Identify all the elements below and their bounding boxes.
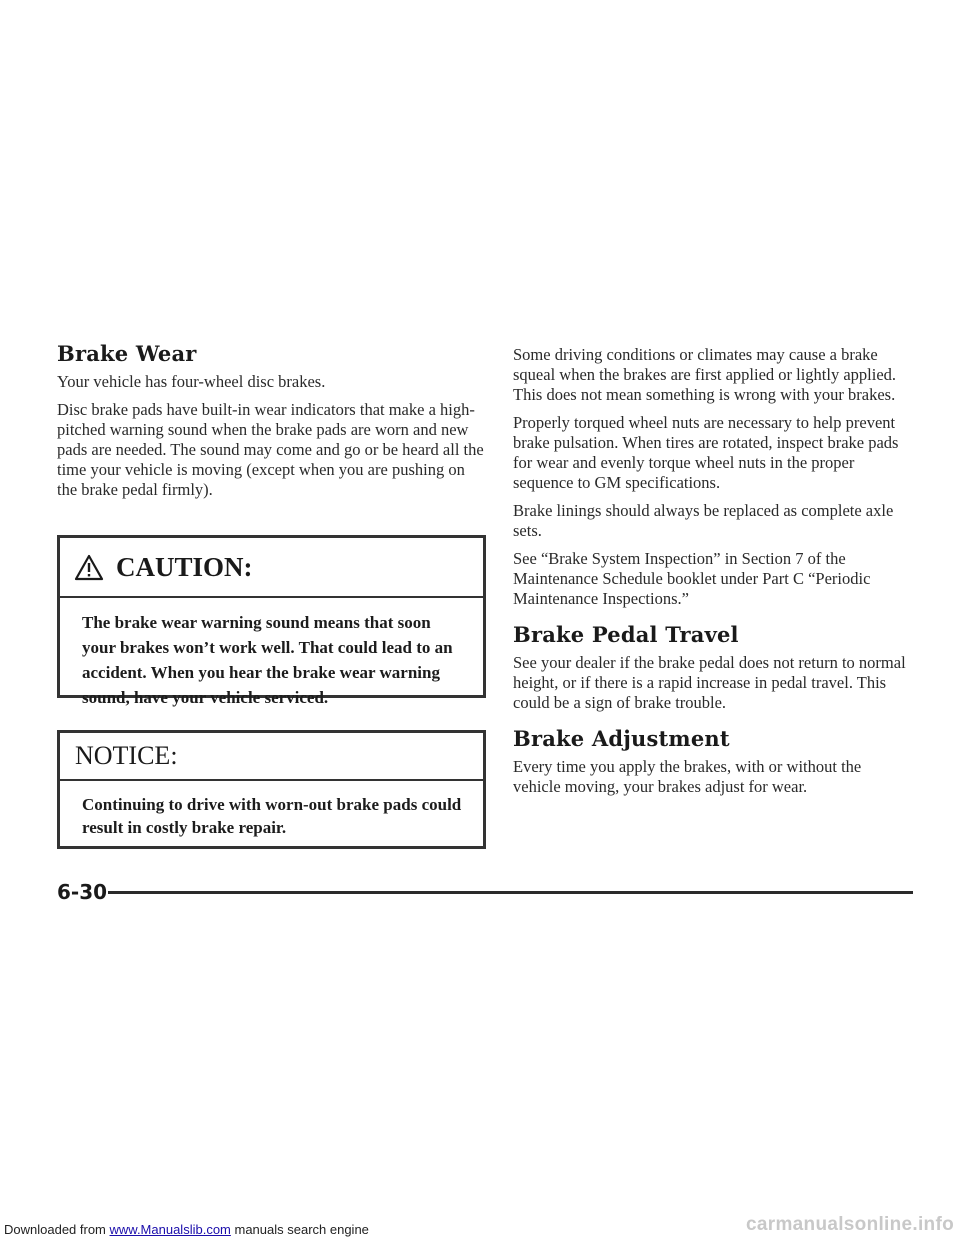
page-number: 6-30 bbox=[57, 880, 108, 904]
paragraph: Some driving conditions or climates may cause a brake squeal when the brakes are first applied or lightly applied. This does not mean something is wrong with your brakes. bbox=[513, 345, 897, 404]
paragraph: Your vehicle has four-wheel disc brakes. bbox=[57, 372, 326, 392]
download-prefix: Downloaded from bbox=[4, 1222, 110, 1237]
notice-body: Continuing to drive with worn-out brake pads could result in costly brake repair. bbox=[82, 795, 462, 837]
download-source-line bbox=[4, 1222, 369, 1237]
manualslib-link[interactable]: www.Manualslib.com bbox=[109, 1222, 231, 1237]
caution-body: The brake wear warning sound means that soon your brakes won’t work well. That could lead to an accident. When you hear the brake wear warning sound, have your vehicle serviced. bbox=[82, 613, 453, 707]
caution-header bbox=[60, 538, 483, 598]
right-column bbox=[513, 345, 908, 805]
paragraph: See your dealer if the brake pedal does not return to normal height, or if there is a rapid increase in pedal travel. This could be a sign of brake trouble. bbox=[513, 653, 906, 713]
paragraph: Brake linings should always be replaced as complete axle sets. bbox=[513, 501, 894, 540]
paragraph: Properly torqued wheel nuts are necessary to help prevent brake pulsation. When tires are rotated, inspect brake pads for wear and evenly torque wheel nuts in the proper sequence to GM specifications. bbox=[513, 413, 899, 492]
caution-title: CAUTION: bbox=[116, 551, 253, 582]
warning-triangle-icon bbox=[74, 554, 104, 581]
download-suffix: manuals search engine bbox=[230, 1222, 369, 1237]
paragraph: See “Brake System Inspection” in Section 7 of the Maintenance Schedule booklet under Part C “Periodic Maintenance Inspections.” bbox=[513, 549, 871, 608]
notice-box bbox=[57, 730, 486, 849]
notice-header bbox=[60, 733, 483, 781]
section-heading-brake-wear: Brake Wear bbox=[57, 341, 197, 366]
paragraph: Every time you apply the brakes, with or without the vehicle moving, your brakes adjust for wear. bbox=[513, 757, 862, 797]
left-column bbox=[57, 342, 485, 508]
watermark: carmanualsonline.info bbox=[746, 1214, 954, 1235]
section-heading-brake-pedal-travel: Brake Pedal Travel bbox=[513, 622, 739, 647]
notice-title: NOTICE: bbox=[75, 741, 178, 770]
footer-divider bbox=[108, 891, 913, 894]
section-heading-brake-adjustment: Brake Adjustment bbox=[513, 726, 730, 752]
caution-box bbox=[57, 535, 486, 707]
paragraph: Disc brake pads have built-in wear indicators that make a high-pitched warning sound when the brake pads are worn and new pads are needed. The sound may come and go or be heard all the time your vehicle is moving (except when you are pushing on the brake pedal firmly). bbox=[57, 400, 484, 500]
